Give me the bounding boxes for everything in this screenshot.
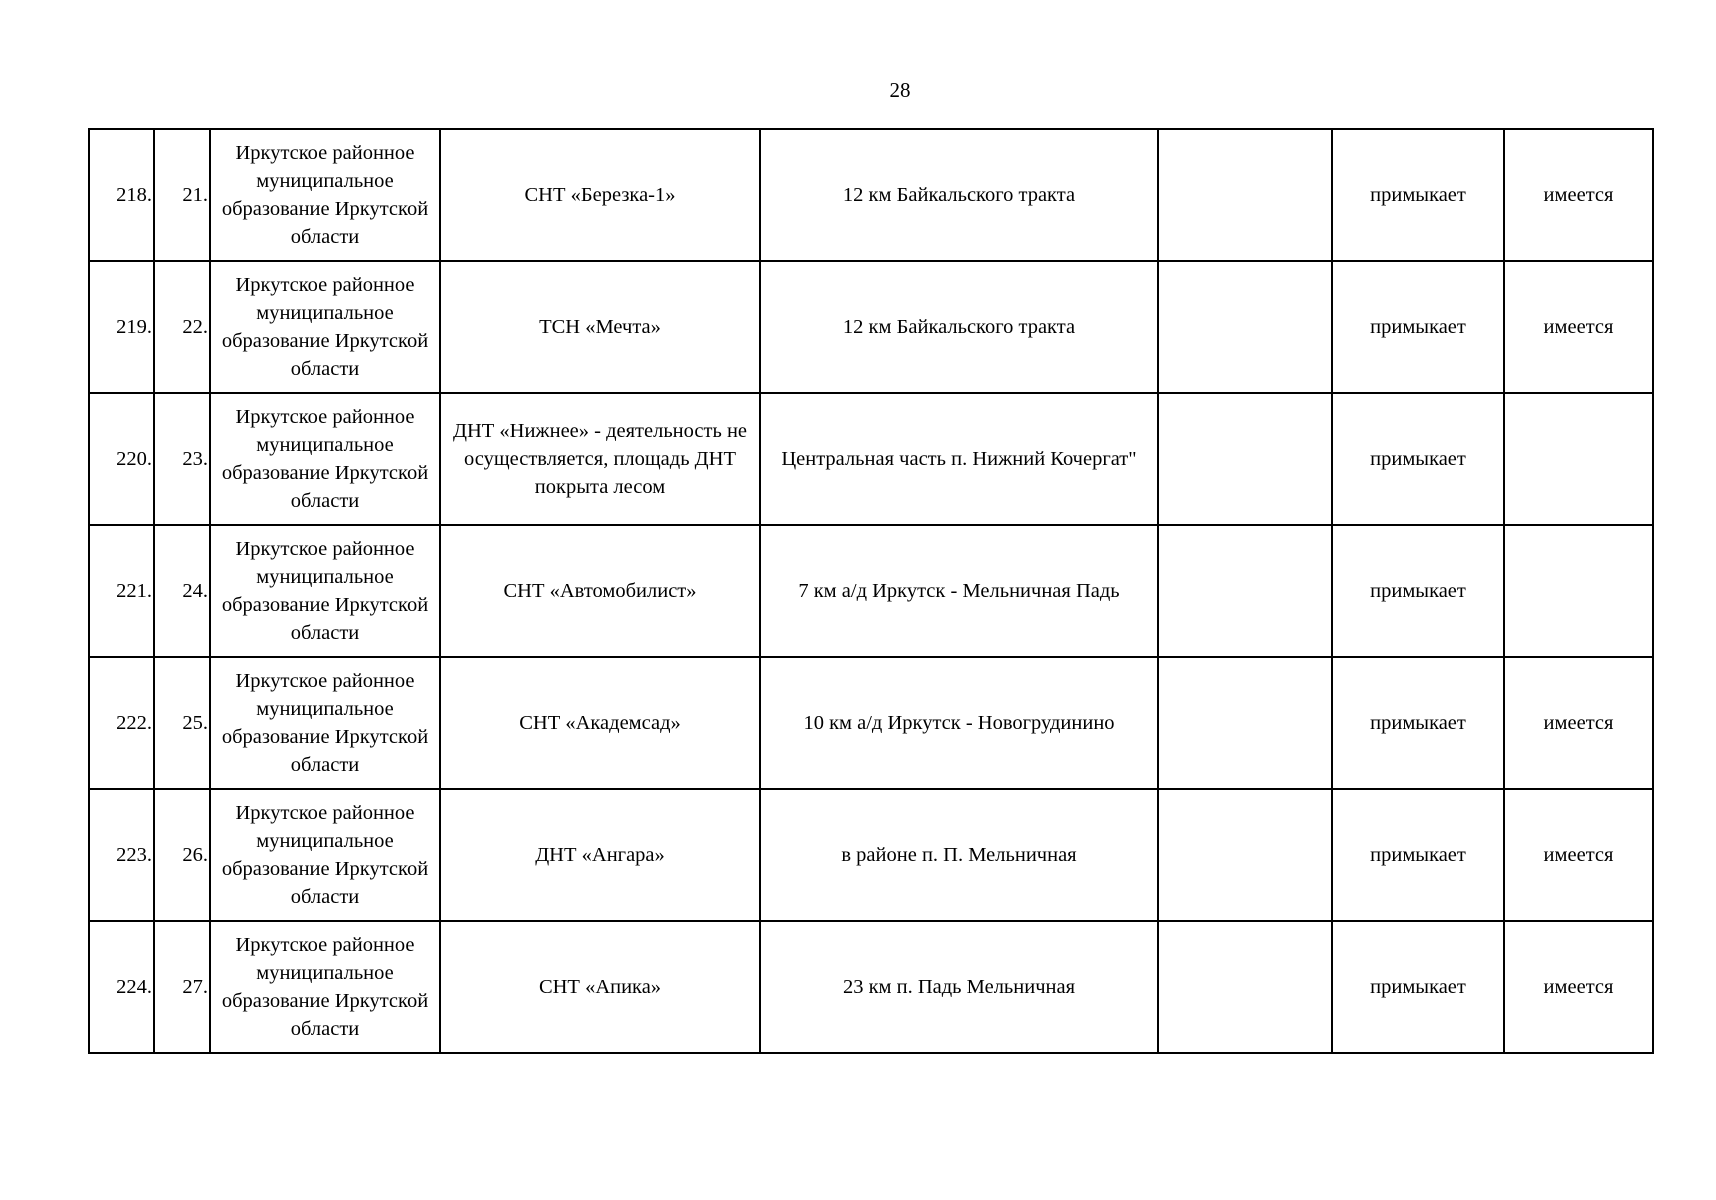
row-number: 224. (89, 921, 154, 1053)
municipality-cell: Иркутское районное муниципальное образование Иркутской области (210, 393, 440, 525)
municipality-cell: Иркутское районное муниципальное образование Иркутской области (210, 921, 440, 1053)
row-subnumber: 23. (154, 393, 210, 525)
municipality-cell: Иркутское районное муниципальное образование Иркутской области (210, 789, 440, 921)
row-number: 218. (89, 129, 154, 261)
empty-cell (1158, 789, 1332, 921)
availability-cell (1504, 393, 1653, 525)
name-cell: ДНТ «Нижнее» - деятельность не осуществляется, площадь ДНТ покрыта лесом (440, 393, 760, 525)
row-subnumber: 25. (154, 657, 210, 789)
table-row (89, 129, 1653, 261)
availability-cell: имеется (1504, 789, 1653, 921)
name-cell: ТСН «Мечта» (440, 261, 760, 393)
empty-cell (1158, 921, 1332, 1053)
row-number: 220. (89, 393, 154, 525)
empty-cell (1158, 393, 1332, 525)
availability-cell: имеется (1504, 129, 1653, 261)
page-number: 28 (889, 78, 911, 102)
location-cell: 7 км а/д Иркутск - Мельничная Падь (760, 525, 1158, 657)
location-cell: 10 км а/д Иркутск - Новогрудинино (760, 657, 1158, 789)
location-cell: Центральная часть п. Нижний Кочергат" (760, 393, 1158, 525)
registry-table (88, 128, 1654, 1054)
name-cell: СНТ «Академсад» (440, 657, 760, 789)
empty-cell (1158, 525, 1332, 657)
empty-cell (1158, 261, 1332, 393)
row-number: 221. (89, 525, 154, 657)
adjacency-cell: примыкает (1332, 261, 1504, 393)
location-cell: 23 км п. Падь Мельничная (760, 921, 1158, 1053)
table-row (89, 525, 1653, 657)
adjacency-cell: примыкает (1332, 921, 1504, 1053)
table-row (89, 789, 1653, 921)
empty-cell (1158, 657, 1332, 789)
name-cell: СНТ «Апика» (440, 921, 760, 1053)
municipality-cell: Иркутское районное муниципальное образование Иркутской области (210, 525, 440, 657)
row-number: 219. (89, 261, 154, 393)
row-subnumber: 26. (154, 789, 210, 921)
table-row (89, 657, 1653, 789)
row-subnumber: 24. (154, 525, 210, 657)
municipality-cell: Иркутское районное муниципальное образование Иркутской области (210, 261, 440, 393)
availability-cell: имеется (1504, 261, 1653, 393)
name-cell: СНТ «Автомобилист» (440, 525, 760, 657)
table-row (89, 261, 1653, 393)
empty-cell (1158, 129, 1332, 261)
adjacency-cell: примыкает (1332, 393, 1504, 525)
adjacency-cell: примыкает (1332, 657, 1504, 789)
municipality-cell: Иркутское районное муниципальное образование Иркутской области (210, 657, 440, 789)
availability-cell: имеется (1504, 921, 1653, 1053)
location-cell: 12 км Байкальского тракта (760, 261, 1158, 393)
availability-cell: имеется (1504, 657, 1653, 789)
adjacency-cell: примыкает (1332, 525, 1504, 657)
adjacency-cell: примыкает (1332, 129, 1504, 261)
name-cell: ДНТ «Ангара» (440, 789, 760, 921)
availability-cell (1504, 525, 1653, 657)
table-row (89, 393, 1653, 525)
row-subnumber: 27. (154, 921, 210, 1053)
row-number: 223. (89, 789, 154, 921)
municipality-cell: Иркутское районное муниципальное образование Иркутской области (210, 129, 440, 261)
location-cell: 12 км Байкальского тракта (760, 129, 1158, 261)
table-row (89, 921, 1653, 1053)
location-cell: в районе п. П. Мельничная (760, 789, 1158, 921)
row-number: 222. (89, 657, 154, 789)
name-cell: СНТ «Березка-1» (440, 129, 760, 261)
row-subnumber: 22. (154, 261, 210, 393)
adjacency-cell: примыкает (1332, 789, 1504, 921)
row-subnumber: 21. (154, 129, 210, 261)
